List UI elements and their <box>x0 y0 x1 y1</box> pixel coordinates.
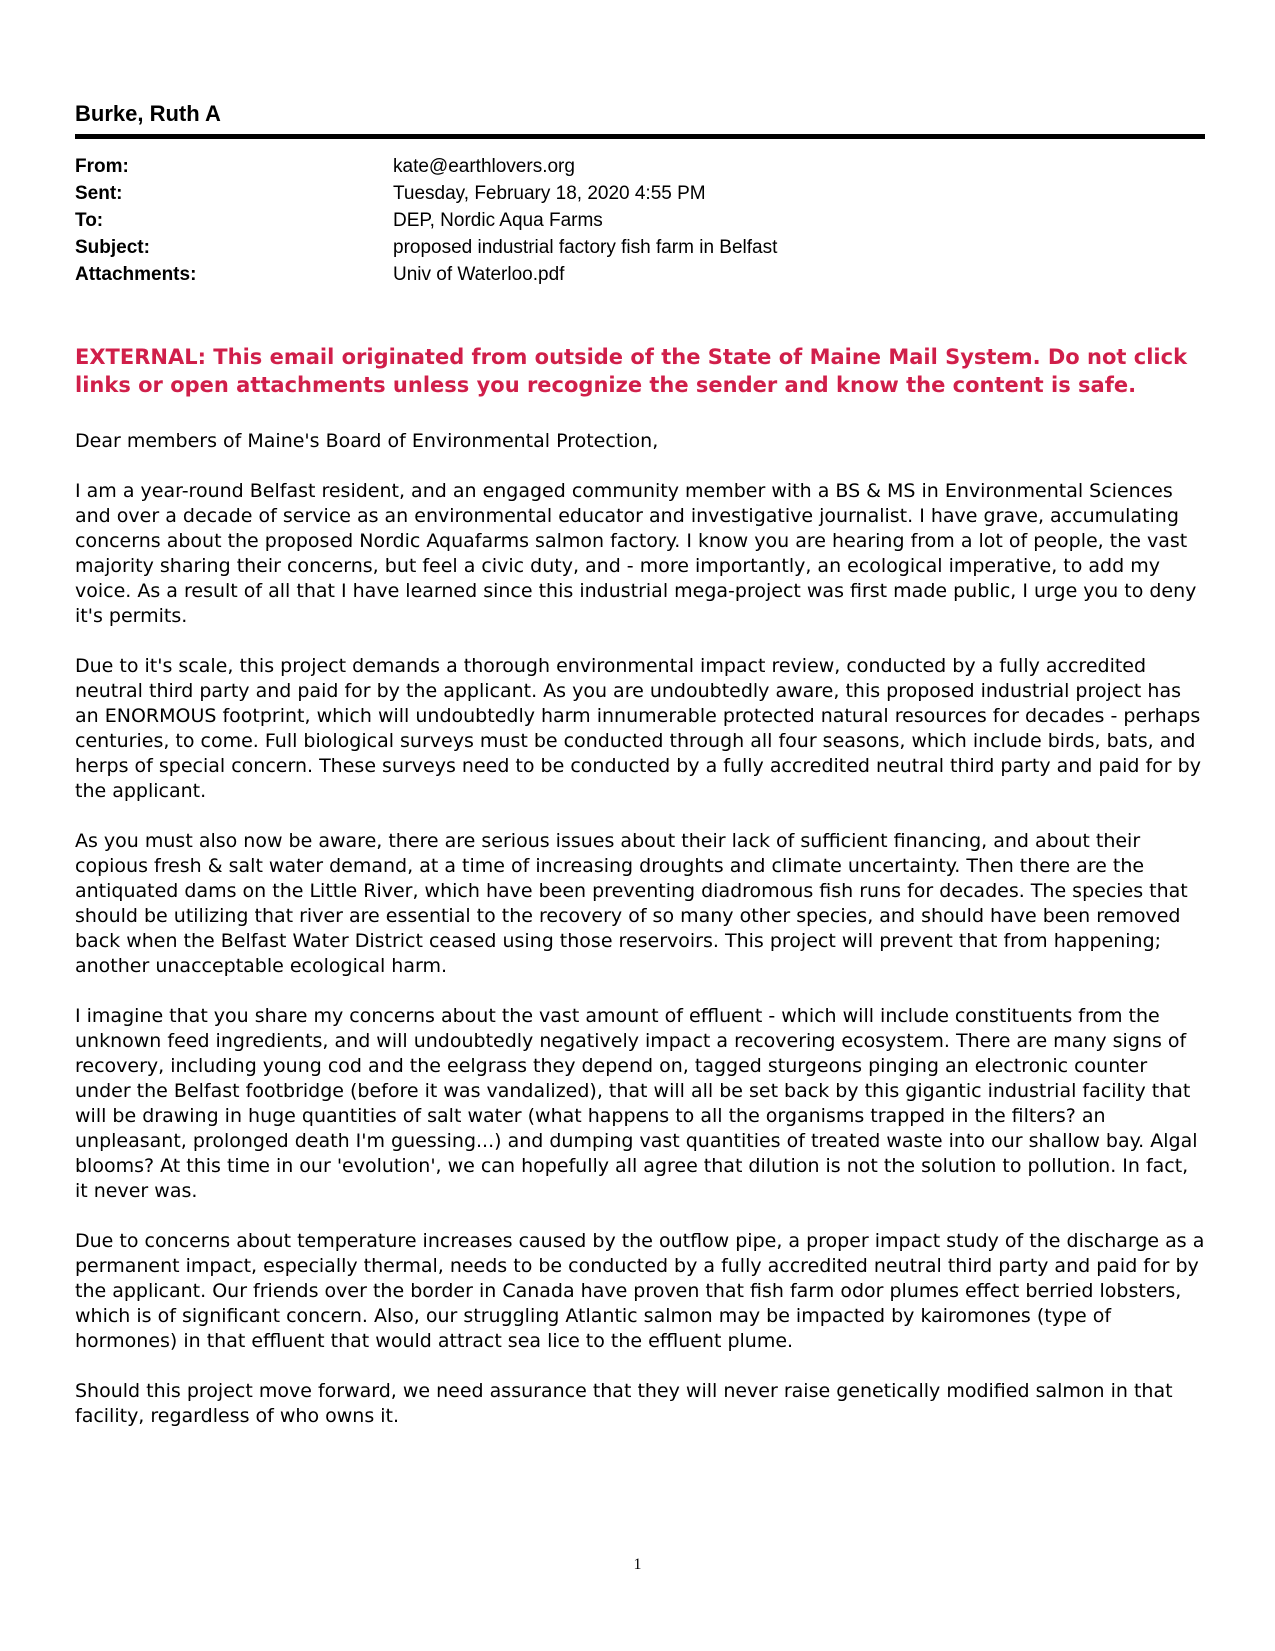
body-paragraph: I am a year-round Belfast resident, and an engaged community member with a BS & MS in Environmental Sciences and over a decade of service as an environmental educator and investigative journalist. I have grave, accumulating concerns about the proposed Nordic Aquafarms salmon factory. I know you are hearing from a lot of people, the vast majority sharing their concerns, but feel a civic duty, and - more importantly, an ecological imperative, to add my voice. As a result of all that I have learned since this industrial mega-project was first made public, I urge you to deny it's permits. <box>75 480 1197 627</box>
header-to-row <box>75 207 1205 234</box>
body-paragraph: I imagine that you share my concerns about the vast amount of effluent - which will include constituents from the unknown feed ingredients, and will undoubtedly negatively impact a recovering ecosystem. There are many signs of recovery, including young cod and the eelgrass they depend on, tagged sturgeons pinging an electronic counter under the Belfast footbridge (before it was vandalized), that will all be set back by this gigantic industrial facility that will be drawing in huge quantities of salt water (what happens to all the organisms trapped in the filters? an unpleasant, prolonged death I'm guessing...) and dumping vast quantities of treated waste into our shallow bay. Algal blooms? At this time in our 'evolution', we can hopefully all agree that dilution is not the solution to pollution. In fact, it never was. <box>75 1005 1198 1202</box>
body-paragraph: Due to concerns about temperature increases caused by the outflow pipe, a proper impact study of the discharge as a permanent impact, especially thermal, needs to be conducted by a fully accredited neutral third party and paid for by the applicant. Our friends over the border in Canada have proven that fish farm odor plumes effect berried lobsters, which is of significant concern. Also, our struggling Atlantic salmon may be impacted by kairomones (type of hormones) in that effluent that would attract sea lice to the effluent plume. <box>75 1230 1205 1352</box>
header-from-row <box>75 153 1205 180</box>
header-subject-row <box>75 234 1205 261</box>
email-body <box>75 429 1205 1429</box>
subject: proposed industrial factory fish farm in Belfast <box>393 237 778 258</box>
salutation: Dear members of Maine's Board of Environmental Protection, <box>75 430 659 452</box>
email-headers <box>75 153 1205 288</box>
header-label: From: <box>75 156 129 177</box>
sent-date: Tuesday, February 18, 2020 4:55 PM <box>393 183 706 204</box>
email-printout <box>75 100 1205 1454</box>
header-divider <box>75 134 1205 139</box>
mailbox-owner-name: Burke, Ruth A <box>75 101 221 126</box>
external-email-warning: EXTERNAL: This email originated from outside of the State of Maine Mail System. Do not click links or open attachments unless you recognize the sender and know the content is safe. <box>75 345 1188 397</box>
header-attachments-row <box>75 261 1205 288</box>
attachment-name: Univ of Waterloo.pdf <box>393 264 565 285</box>
body-paragraph: Should this project move forward, we need assurance that they will never raise genetically modified salmon in that facility, regardless of who owns it. <box>75 1380 1173 1427</box>
body-paragraph: As you must also now be aware, there are serious issues about their lack of sufficient financing, and about their copious fresh & salt water demand, at a time of increasing droughts and climate uncertainty. Then there are the antiquated dams on the Little River, which have been preventing diadromous fish runs for decades. The species that should be utilizing that river are essential to the recovery of so many other species, and should have been removed back when the Belfast Water District ceased using those reservoirs. This project will prevent that from happening; another unacceptable ecological harm. <box>75 830 1188 977</box>
page-number: 1 <box>633 1556 642 1573</box>
recipients: DEP, Nordic Aqua Farms <box>393 210 603 231</box>
sender-address: kate@earthlovers.org <box>393 156 575 177</box>
header-label: To: <box>75 210 104 231</box>
header-label: Attachments: <box>75 264 197 285</box>
header-label: Subject: <box>75 237 150 258</box>
body-paragraph: Due to it's scale, this project demands a thorough environmental impact review, conducted by a fully accredited neutral third party and paid for by the applicant. As you are undoubtedly aware, this proposed industrial project has an ENORMOUS footprint, which will undoubtedly harm innumerable protected natural resources for decades - perhaps centuries, to come. Full biological surveys must be conducted through all four seasons, which include birds, bats, and herps of special concern. These surveys need to be conducted by a fully accredited neutral third party and paid for by the applicant. <box>75 655 1201 802</box>
header-sent-row <box>75 180 1205 207</box>
header-label: Sent: <box>75 183 123 204</box>
